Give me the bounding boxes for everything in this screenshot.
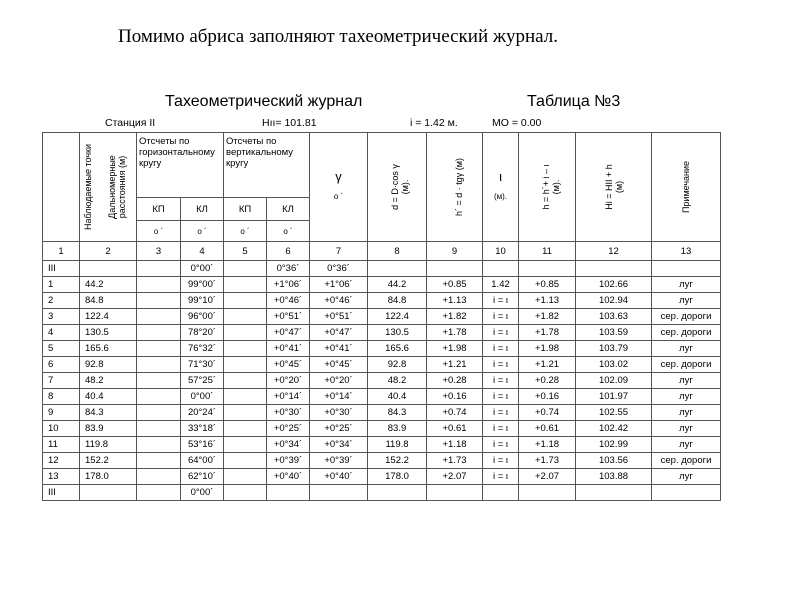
table-cell: i = ι [483, 293, 519, 309]
table-cell: +0.61 [427, 421, 483, 437]
table-cell: 20°24´ [181, 405, 224, 421]
table-cell: i = ι [483, 309, 519, 325]
table-cell: 11 [43, 437, 80, 453]
table-cell: 76°32´ [181, 341, 224, 357]
header-d: d = D·cos γ (м). [368, 133, 427, 242]
table-cell [224, 405, 267, 421]
table-cell: 0°36´ [267, 261, 310, 277]
table-row [43, 293, 721, 309]
table-cell: 84.8 [80, 293, 137, 309]
table-cell: 0°00´ [181, 485, 224, 501]
table-cell: i = ι [483, 341, 519, 357]
table-row [43, 389, 721, 405]
table-cell: 0°00´ [181, 389, 224, 405]
table-cell: +0°30´ [267, 405, 310, 421]
table-cell: 119.8 [368, 437, 427, 453]
column-numbers-row [43, 242, 721, 261]
table-row [43, 469, 721, 485]
table-cell: i = ι [483, 357, 519, 373]
table-cell [137, 405, 181, 421]
table-cell: 64°00´ [181, 453, 224, 469]
table-cell: 1 [43, 277, 80, 293]
table-cell: 71°30´ [181, 357, 224, 373]
table-cell: +1.18 [519, 437, 576, 453]
table-cell [137, 485, 181, 501]
header-distance: Дальномерные расстояния (м) [80, 133, 137, 242]
table-cell: 13 [43, 469, 80, 485]
table-cell: +0°47´ [267, 325, 310, 341]
table-cell [652, 261, 721, 277]
table-cell: i = ι [483, 325, 519, 341]
table-cell: сер. дороги [652, 309, 721, 325]
table-cell [224, 325, 267, 341]
table-cell: +0°20´ [310, 373, 368, 389]
table-cell [137, 389, 181, 405]
table-cell: +1.21 [427, 357, 483, 373]
station-name: Станция II [105, 117, 156, 129]
table-cell [137, 437, 181, 453]
table-cell: 178.0 [368, 469, 427, 485]
table-cell: +0°39´ [310, 453, 368, 469]
table-cell: +0°46´ [310, 293, 368, 309]
table-cell [137, 453, 181, 469]
table-cell: +0°34´ [310, 437, 368, 453]
table-cell [137, 277, 181, 293]
table-cell: +0°45´ [310, 357, 368, 373]
header-vertical-kl: КЛ [267, 198, 310, 221]
column-number: 9 [427, 242, 483, 261]
table-cell [368, 485, 427, 501]
table-cell: +0.28 [427, 373, 483, 389]
table-cell: i = ι [483, 453, 519, 469]
table-cell: +0°41´ [310, 341, 368, 357]
table-cell [652, 485, 721, 501]
table-cell [80, 261, 137, 277]
table-body [43, 261, 721, 501]
table-cell [224, 373, 267, 389]
table-cell: 9 [43, 405, 80, 421]
table-cell [224, 261, 267, 277]
table-cell [427, 485, 483, 501]
table-cell [224, 453, 267, 469]
column-number: 10 [483, 242, 519, 261]
table-cell: i = ι [483, 421, 519, 437]
tacheometric-journal-table [42, 132, 721, 501]
table-cell: 84.3 [80, 405, 137, 421]
table-row [43, 373, 721, 389]
table-cell [137, 261, 181, 277]
column-number: 2 [80, 242, 137, 261]
table-cell: 103.88 [576, 469, 652, 485]
table-cell: 99°00´ [181, 277, 224, 293]
table-cell [368, 261, 427, 277]
table-cell: +1.78 [519, 325, 576, 341]
table-cell: 102.66 [576, 277, 652, 293]
table-cell: 3 [43, 309, 80, 325]
table-cell [137, 357, 181, 373]
table-cell: +0°40´ [267, 469, 310, 485]
table-cell [137, 309, 181, 325]
table-cell: +0.85 [427, 277, 483, 293]
table-cell [427, 261, 483, 277]
table-cell: +1.98 [427, 341, 483, 357]
unit-cell: о ´ [181, 221, 224, 242]
table-cell: +0.16 [519, 389, 576, 405]
table-cell: +0°40´ [310, 469, 368, 485]
page-heading: Помимо абриса заполняют тахеометрический журнал. [118, 26, 558, 47]
table-title: Таблица №3 [527, 93, 621, 110]
table-cell [224, 309, 267, 325]
table-cell: 5 [43, 341, 80, 357]
header-vertical-kp: КП [224, 198, 267, 221]
table-cell: 78°20´ [181, 325, 224, 341]
table-cell [310, 485, 368, 501]
table-cell [519, 485, 576, 501]
table-cell: 130.5 [368, 325, 427, 341]
header-H: Hi = HII + h (м) [576, 133, 652, 242]
table-cell: 102.99 [576, 437, 652, 453]
table-cell: 7 [43, 373, 80, 389]
header-point: Наблюдаемые точки [43, 133, 80, 242]
header-horizontal-kl: КЛ [181, 198, 224, 221]
table-cell: 1.42 [483, 277, 519, 293]
unit-cell: о ´ [267, 221, 310, 242]
table-row [43, 485, 721, 501]
table-cell [224, 421, 267, 437]
gamma-symbol: γ [335, 169, 342, 184]
table-cell: i = ι [483, 373, 519, 389]
table-cell: 0°00´ [181, 261, 224, 277]
table-row [43, 341, 721, 357]
table-cell: 10 [43, 421, 80, 437]
table-cell [137, 293, 181, 309]
table-cell: луг [652, 389, 721, 405]
table-cell: луг [652, 277, 721, 293]
table-cell [576, 485, 652, 501]
table-cell: луг [652, 341, 721, 357]
station-height: Hıı= 101.81 [262, 117, 317, 129]
table-cell: +0°51´ [267, 309, 310, 325]
table-cell: +1°06´ [267, 277, 310, 293]
table-cell: 102.09 [576, 373, 652, 389]
column-number: 5 [224, 242, 267, 261]
table-cell: 96°00´ [181, 309, 224, 325]
table-cell: 4 [43, 325, 80, 341]
table-cell [483, 485, 519, 501]
table-row [43, 277, 721, 293]
table-cell: сер. дороги [652, 325, 721, 341]
column-number: 1 [43, 242, 80, 261]
table-cell: +1.13 [519, 293, 576, 309]
table-row [43, 453, 721, 469]
header-horizontal-kp: КП [137, 198, 181, 221]
table-cell [137, 325, 181, 341]
table-cell: 102.42 [576, 421, 652, 437]
column-number: 4 [181, 242, 224, 261]
table-cell [224, 293, 267, 309]
table-cell: луг [652, 469, 721, 485]
table-row [43, 421, 721, 437]
table-row [43, 309, 721, 325]
table-cell: 165.6 [80, 341, 137, 357]
table-cell: 0°36´ [310, 261, 368, 277]
table-cell: 99°10´ [181, 293, 224, 309]
table-cell [137, 469, 181, 485]
table-cell: 103.56 [576, 453, 652, 469]
table-cell: +0°20´ [267, 373, 310, 389]
table-cell: i = ι [483, 405, 519, 421]
unit-cell: о ´ [224, 221, 267, 242]
l-units: (м). [493, 192, 508, 201]
table-cell: 40.4 [368, 389, 427, 405]
table-cell: луг [652, 293, 721, 309]
table-cell [224, 389, 267, 405]
table-cell: сер. дороги [652, 453, 721, 469]
table-cell: 178.0 [80, 469, 137, 485]
table-cell: +0.28 [519, 373, 576, 389]
column-number: 8 [368, 242, 427, 261]
table-cell: 102.55 [576, 405, 652, 421]
table-cell: 130.5 [80, 325, 137, 341]
table-cell: 53°16´ [181, 437, 224, 453]
table-cell: +0°25´ [310, 421, 368, 437]
table-cell: +0°46´ [267, 293, 310, 309]
table-row [43, 261, 721, 277]
table-cell: +1.82 [519, 309, 576, 325]
table-cell: +1.82 [427, 309, 483, 325]
table-cell [224, 357, 267, 373]
table-cell: 57°25´ [181, 373, 224, 389]
table-cell: 103.59 [576, 325, 652, 341]
table-cell: 83.9 [368, 421, 427, 437]
table-cell: 33°18´ [181, 421, 224, 437]
table-cell: 44.2 [368, 277, 427, 293]
table-cell: III [43, 261, 80, 277]
table-cell: 48.2 [368, 373, 427, 389]
header-horizontal-circle: Отсчеты по горизонтальному кругу [137, 133, 224, 198]
table-cell: +0°14´ [267, 389, 310, 405]
table-cell [483, 261, 519, 277]
table-cell: +0°30´ [310, 405, 368, 421]
table-cell [224, 485, 267, 501]
table-cell: +1°06´ [310, 277, 368, 293]
table-cell: 122.4 [80, 309, 137, 325]
table-cell: +0°14´ [310, 389, 368, 405]
table-cell: +0.74 [519, 405, 576, 421]
table-cell: 48.2 [80, 373, 137, 389]
table-cell: 101.97 [576, 389, 652, 405]
table-cell: луг [652, 421, 721, 437]
table-cell: 62°10´ [181, 469, 224, 485]
table-cell: +1.73 [519, 453, 576, 469]
table-cell: III [43, 485, 80, 501]
table-cell: +0°39´ [267, 453, 310, 469]
table-cell: +0.61 [519, 421, 576, 437]
column-number: 13 [652, 242, 721, 261]
header-l [483, 133, 519, 242]
table-cell: i = ι [483, 437, 519, 453]
table-cell: 103.79 [576, 341, 652, 357]
table-cell: 103.63 [576, 309, 652, 325]
table-cell: +1.21 [519, 357, 576, 373]
table-cell: +0°25´ [267, 421, 310, 437]
column-number: 12 [576, 242, 652, 261]
table-cell [224, 277, 267, 293]
table-row [43, 357, 721, 373]
table-cell: луг [652, 405, 721, 421]
table-cell: 40.4 [80, 389, 137, 405]
table-cell: 8 [43, 389, 80, 405]
table-cell: +0°41´ [267, 341, 310, 357]
table-cell: +2.07 [519, 469, 576, 485]
column-number: 11 [519, 242, 576, 261]
table-cell: +0.16 [427, 389, 483, 405]
table-cell: i = ι [483, 389, 519, 405]
table-cell: луг [652, 437, 721, 453]
column-number: 7 [310, 242, 368, 261]
table-cell: +0°51´ [310, 309, 368, 325]
table-cell: 165.6 [368, 341, 427, 357]
table-cell [519, 261, 576, 277]
table-cell: сер. дороги [652, 357, 721, 373]
unit-cell: о ´ [137, 221, 181, 242]
table-cell: луг [652, 373, 721, 389]
table-cell: i = ι [483, 469, 519, 485]
table-cell: 83.9 [80, 421, 137, 437]
table-cell: +1.73 [427, 453, 483, 469]
table-row [43, 325, 721, 341]
table-cell: 103.02 [576, 357, 652, 373]
table-cell: 92.8 [368, 357, 427, 373]
table-cell: 102.94 [576, 293, 652, 309]
table-cell [224, 469, 267, 485]
table-cell: 119.8 [80, 437, 137, 453]
mo-value: МО = 0.00 [492, 117, 542, 129]
header-note: Примечание [652, 133, 721, 242]
table-cell: +0°45´ [267, 357, 310, 373]
table-cell [224, 341, 267, 357]
table-cell: +2.07 [427, 469, 483, 485]
table-cell: +1.18 [427, 437, 483, 453]
table-cell: +0°47´ [310, 325, 368, 341]
table-cell: 2 [43, 293, 80, 309]
table-cell: +1.13 [427, 293, 483, 309]
table-cell [137, 341, 181, 357]
table-cell: +1.78 [427, 325, 483, 341]
gamma-units: о ´ [333, 192, 344, 201]
table-cell: 6 [43, 357, 80, 373]
table-cell: 12 [43, 453, 80, 469]
table-cell [80, 485, 137, 501]
table-cell [137, 373, 181, 389]
table-row [43, 405, 721, 421]
table-cell: 44.2 [80, 277, 137, 293]
table-cell: +0.85 [519, 277, 576, 293]
table-cell: +0°34´ [267, 437, 310, 453]
table-cell: 122.4 [368, 309, 427, 325]
header-h-prime: h´ = d · tgγ (м) [427, 133, 483, 242]
instrument-height: i = 1.42 м. [410, 117, 458, 129]
table-cell [137, 421, 181, 437]
column-number: 3 [137, 242, 181, 261]
table-cell: 152.2 [80, 453, 137, 469]
header-h: h = h´+ i – ι (м). [519, 133, 576, 242]
table-row [43, 437, 721, 453]
table-cell [576, 261, 652, 277]
header-gamma [310, 133, 368, 242]
l-symbol: ι [499, 169, 502, 184]
column-number: 6 [267, 242, 310, 261]
table-cell: 84.3 [368, 405, 427, 421]
table-cell: 92.8 [80, 357, 137, 373]
journal-title: Тахеометрический журнал [165, 93, 363, 110]
table-cell: 84.8 [368, 293, 427, 309]
table-cell [224, 437, 267, 453]
header-vertical-circle: Отсчеты по вертикальному кругу [224, 133, 310, 198]
table-cell [267, 485, 310, 501]
table-cell: 152.2 [368, 453, 427, 469]
table-cell: +1.98 [519, 341, 576, 357]
table-cell: +0.74 [427, 405, 483, 421]
